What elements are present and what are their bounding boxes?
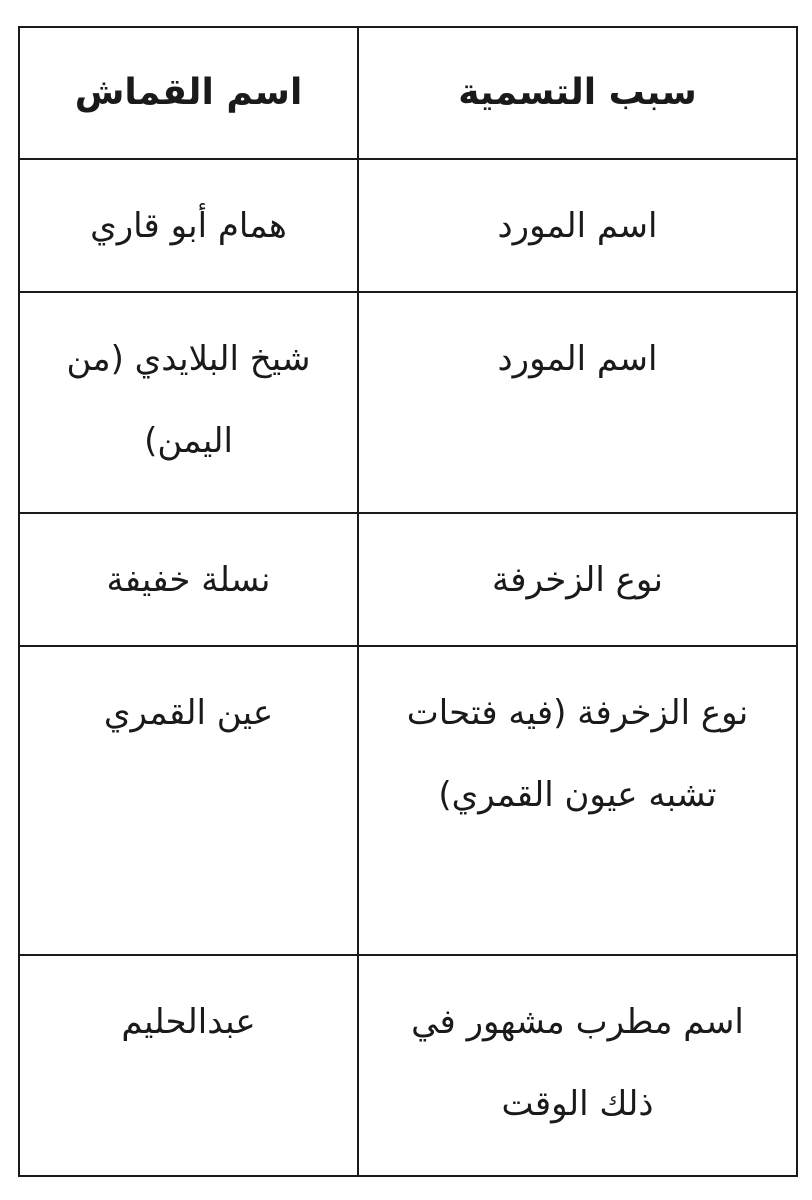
naming-reason-cell: [358, 292, 797, 513]
table-body: [19, 159, 797, 1176]
fabric-name-text: همام أبو قاري: [90, 206, 287, 246]
fabric-name-text: نسلة خفيفة: [106, 560, 271, 600]
naming-reason-cell: [358, 955, 797, 1176]
naming-reason-cell: [358, 513, 797, 646]
table-header: [19, 27, 797, 159]
fabric-name-cell: [19, 292, 358, 513]
table-row: [19, 955, 797, 1176]
fabric-name-text: عبدالحليم: [121, 1002, 256, 1042]
naming-reason-text: نوع الزخرفة (فيه فتحات تشبه عيون القمري): [406, 693, 749, 815]
table-row: [19, 646, 797, 955]
naming-reason-cell: [358, 159, 797, 292]
fabric-naming-table: [18, 26, 798, 1177]
naming-reason-text: اسم المورد: [497, 206, 658, 246]
table-row: [19, 513, 797, 646]
naming-reason-text: اسم المورد: [497, 339, 658, 379]
fabric-name-cell: [19, 159, 358, 292]
naming-reason-text: اسم مطرب مشهور في ذلك الوقت: [411, 1002, 744, 1124]
header-naming-reason: سبب التسمية: [358, 27, 797, 159]
header-fabric-name: اسم القماش: [19, 27, 358, 159]
naming-reason-text: نوع الزخرفة: [492, 560, 663, 600]
fabric-name-text: شيخ البلايدي (من اليمن): [66, 339, 311, 461]
header-row: [19, 27, 797, 159]
fabric-name-cell: [19, 646, 358, 955]
fabric-name-cell: [19, 955, 358, 1176]
table-row: [19, 159, 797, 292]
table-row: [19, 292, 797, 513]
naming-reason-cell: [358, 646, 797, 955]
fabric-name-text: عين القمري: [103, 693, 274, 733]
fabric-name-cell: [19, 513, 358, 646]
